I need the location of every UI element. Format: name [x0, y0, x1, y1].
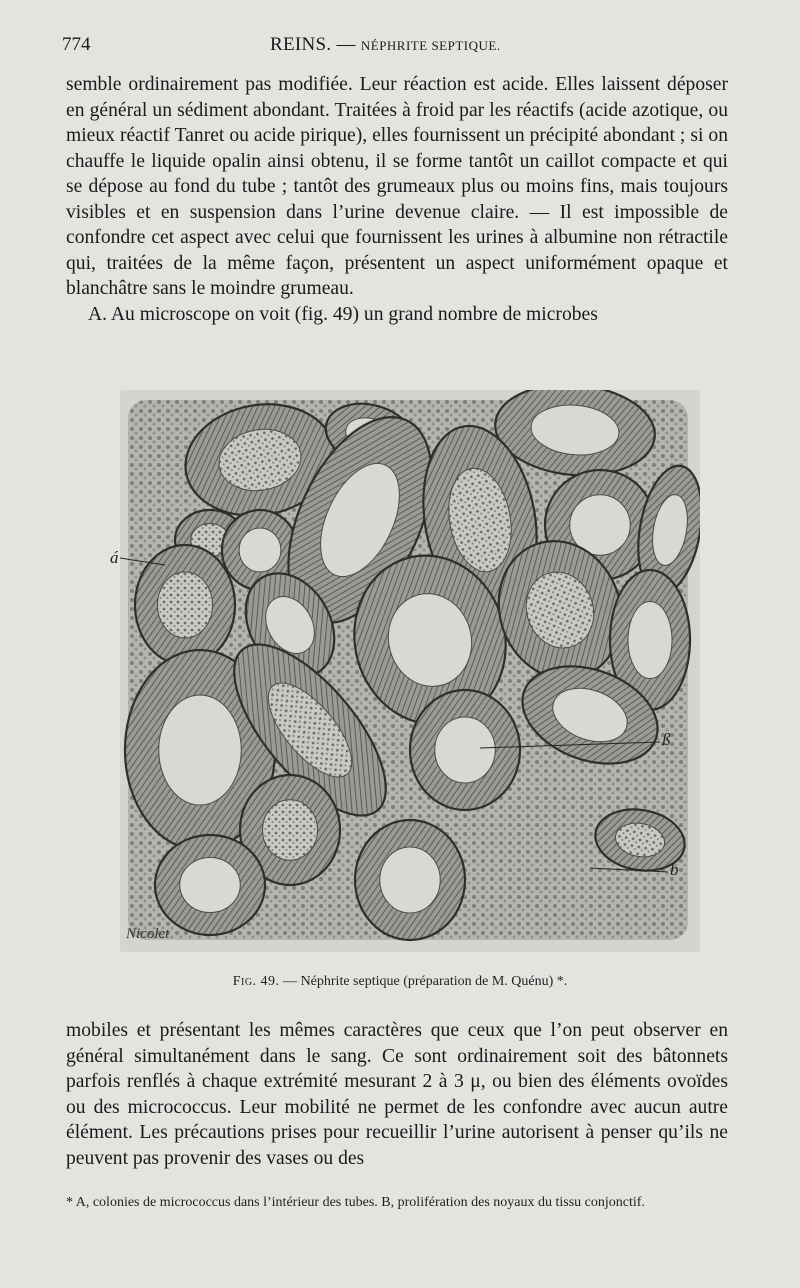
tubule-lumen: [263, 800, 318, 861]
tubule-lumen: [628, 602, 672, 679]
running-title-main: REINS. —: [270, 34, 361, 55]
figure-caption: [0, 974, 800, 990]
tubule-lumen: [435, 717, 496, 783]
figure-label-b: b: [670, 860, 679, 879]
figure-label-a: á: [110, 548, 119, 567]
tubule-lumen: [180, 858, 241, 913]
running-title-sub: NÉPHRITE SEPTIQUE.: [360, 38, 501, 53]
tubule-lumen: [239, 528, 281, 572]
paragraph-microscope: A. Au microscope on voit (fig. 49) un grand nombre de microbes: [88, 303, 598, 325]
engraver-signature: Nicolet: [126, 926, 170, 942]
histology-figure: [110, 390, 700, 952]
page-number: 774: [62, 34, 91, 55]
body-text-top: [66, 72, 728, 327]
figure-caption-text: — Néphrite septique (préparation de M. Quénu) *.: [279, 974, 568, 989]
figure-label-beta: ß: [662, 730, 671, 749]
footnote: * A, colonies de micrococcus dans l’intérieur des tubes. B, prolifération des noyaux du tissu conjonctif.: [66, 1195, 645, 1210]
body-text-bottom: [66, 1018, 728, 1171]
tubule-sections: [120, 390, 700, 940]
tubule-lumen: [158, 572, 213, 638]
page-header: [62, 34, 732, 64]
paragraph-mobiles: mobiles et présentant les mêmes caractères que ceux que l’on peut observer en général simultanément dans le sang. Ce sont ordinairement soit des bâtonnets parfois renflés à chaque extrémité mesurant 2 à 3 μ, ou bien des éléments ovoïdes ou des micrococcus. Leur mobilité ne permet de les confondre avec aucun autre élément. Les précautions prises pour recueillir l’urine autorisent à penser qu’ils ne peuvent pas provenir des vases ou des: [66, 1020, 728, 1169]
paragraph-continuation: semble ordinairement pas modifiée. Leur réaction est acide. Elles laissent déposer en général un sédiment abondant. Traitées à froid par les réactifs (acide azotique, ou mieux réactif Tanret ou acide pirique), elles fournissent un précipité abondant ; si on chauffe le liquide opalin ainsi obtenu, il se forme tantôt un caillot compacte et qui se dépose au fond du tube ; tantôt des grumeaux plus ou moins fins, mais toujours visibles et en suspension dans l’urine devenue claire. — Il est impossible de confondre cet aspect avec celui que fournissent les urines à albumine non rétractile qui, traitées de la même façon, présentent un aspect uniformément opaque et blanchâtre sans le moindre grumeau.: [66, 74, 728, 299]
tubule-lumen: [380, 847, 441, 913]
running-title: [270, 34, 501, 56]
kidney-section-illustration: [120, 390, 700, 952]
tubule-lumen: [159, 695, 242, 805]
figure-number: Fig. 49.: [232, 974, 280, 989]
